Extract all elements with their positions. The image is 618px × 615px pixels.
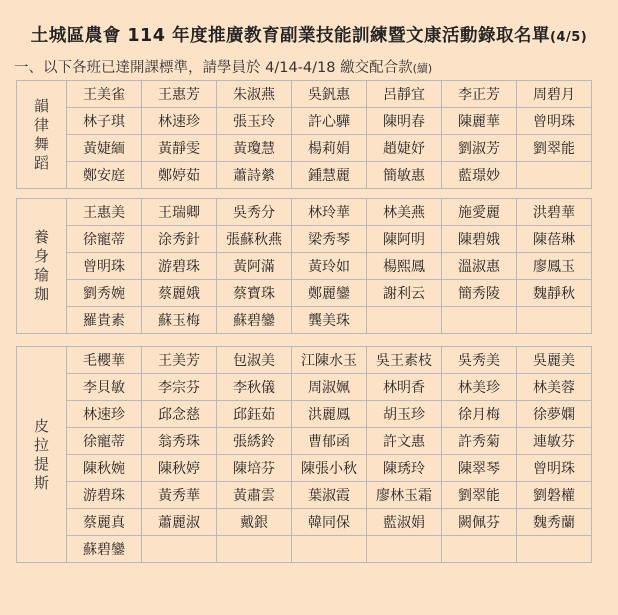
trainee-name-cell: 溫淑惠	[442, 253, 517, 280]
trainee-name-cell: 洪麗鳳	[292, 401, 367, 428]
table-row	[17, 536, 592, 563]
table-row	[17, 226, 592, 253]
trainee-name-cell: 王瑞卿	[142, 199, 217, 226]
trainee-name-cell: 藍璟妙	[442, 162, 517, 189]
class-name-char: 舞	[33, 134, 49, 153]
trainee-name-cell: 許心驊	[292, 108, 367, 135]
trainee-name-cell: 朱淑燕	[217, 81, 292, 108]
trainee-name-cell: 楊莉娟	[292, 135, 367, 162]
page-title-text: 土城區農會 114 年度推廣教育副業技能訓練暨文康活動錄取名單	[30, 26, 550, 46]
trainee-name-cell: 吳釩惠	[292, 81, 367, 108]
trainee-name-cell: 黃肅雲	[217, 482, 292, 509]
trainee-name-cell: 蕭詩縈	[217, 162, 292, 189]
subtitle-note: (續)	[412, 62, 433, 75]
trainee-name-cell: 陳秋婷	[142, 455, 217, 482]
trainee-name-cell: 蔡麗娥	[142, 280, 217, 307]
trainee-name-cell: 曾明珠	[67, 253, 142, 280]
class-name-char: 皮	[33, 416, 49, 435]
trainee-name-cell: 蘇碧鑾	[217, 307, 292, 334]
trainee-name-cell: 劉淑芳	[442, 135, 517, 162]
table-row	[17, 401, 592, 428]
trainee-name-cell: 呂靜宜	[367, 81, 442, 108]
trainee-name-cell: 陳琇玲	[367, 455, 442, 482]
trainee-name-cell: 趙婕妤	[367, 135, 442, 162]
empty-cell	[292, 536, 367, 563]
trainee-name-cell: 陳培芬	[217, 455, 292, 482]
trainee-name-cell: 陳秋婉	[67, 455, 142, 482]
trainee-name-cell: 李貝敏	[67, 374, 142, 401]
table-row	[17, 509, 592, 536]
trainee-name-cell: 曹郁函	[292, 428, 367, 455]
class-roster-table	[16, 346, 592, 563]
trainee-name-cell: 劉秀婉	[67, 280, 142, 307]
trainee-name-cell: 梁秀琴	[292, 226, 367, 253]
trainee-name-cell: 黃秀華	[142, 482, 217, 509]
class-name-char: 身	[33, 247, 49, 265]
class-roster-table	[16, 198, 592, 334]
trainee-name-cell: 施愛麗	[442, 199, 517, 226]
trainee-name-cell: 廖鳳玉	[517, 253, 592, 280]
trainee-name-cell: 黃靜雯	[142, 135, 217, 162]
trainee-name-cell: 張綉鈴	[217, 428, 292, 455]
trainee-name-cell: 黃瓊慧	[217, 135, 292, 162]
trainee-name-cell: 林美燕	[367, 199, 442, 226]
trainee-name-cell: 黃婕緬	[67, 135, 142, 162]
trainee-name-cell: 曾明珠	[517, 108, 592, 135]
trainee-name-cell: 毛櫻華	[67, 347, 142, 374]
trainee-name-cell: 藍淑娟	[367, 509, 442, 536]
trainee-name-cell: 林速珍	[142, 108, 217, 135]
trainee-name-cell: 王惠芳	[142, 81, 217, 108]
trainee-name-cell: 陳明春	[367, 108, 442, 135]
empty-cell	[367, 307, 442, 334]
trainee-name-cell: 吳秀分	[217, 199, 292, 226]
trainee-name-cell: 游碧珠	[142, 253, 217, 280]
trainee-name-cell: 戴銀	[217, 509, 292, 536]
class-name-char: 養	[33, 228, 49, 246]
table-row	[17, 199, 592, 226]
trainee-name-cell: 陳蓓琳	[517, 226, 592, 253]
trainee-name-cell: 龔美珠	[292, 307, 367, 334]
trainee-name-cell: 李正芳	[442, 81, 517, 108]
class-name-label	[17, 347, 67, 563]
trainee-name-cell: 徐寵蒂	[67, 428, 142, 455]
trainee-name-cell: 胡玉珍	[367, 401, 442, 428]
trainee-name-cell: 劉磐權	[517, 482, 592, 509]
trainee-name-cell: 林子琪	[67, 108, 142, 135]
trainee-name-cell: 江陳水玉	[292, 347, 367, 374]
trainee-name-cell: 徐夢嫻	[517, 401, 592, 428]
trainee-name-cell: 李秋儀	[217, 374, 292, 401]
trainee-name-cell: 包淑美	[217, 347, 292, 374]
trainee-name-cell: 徐寵蒂	[67, 226, 142, 253]
trainee-name-cell: 蘇碧鑾	[67, 536, 142, 563]
table-row	[17, 108, 592, 135]
trainee-name-cell: 徐月梅	[442, 401, 517, 428]
trainee-name-cell: 張蘇秋燕	[217, 226, 292, 253]
trainee-name-cell: 王惠美	[67, 199, 142, 226]
trainee-name-cell: 林速珍	[67, 401, 142, 428]
trainee-name-cell: 張玉玲	[217, 108, 292, 135]
page-title	[0, 22, 618, 47]
empty-cell	[142, 536, 217, 563]
trainee-name-cell: 鄭麗鑾	[292, 280, 367, 307]
table-row	[17, 135, 592, 162]
class-name-char: 斯	[33, 473, 49, 492]
trainee-name-cell: 魏靜秋	[517, 280, 592, 307]
trainee-name-cell: 黃玲如	[292, 253, 367, 280]
table-row	[17, 455, 592, 482]
trainee-name-cell: 陳麗華	[442, 108, 517, 135]
trainee-name-cell: 周碧月	[517, 81, 592, 108]
trainee-name-cell: 鄭安庭	[67, 162, 142, 189]
trainee-name-cell: 廖林玉霜	[367, 482, 442, 509]
trainee-name-cell: 鍾慧麗	[292, 162, 367, 189]
class-name-char: 拉	[33, 435, 49, 454]
trainee-name-cell: 羅貴素	[67, 307, 142, 334]
empty-cell	[217, 536, 292, 563]
trainee-name-cell: 游碧珠	[67, 482, 142, 509]
table-row	[17, 81, 592, 108]
page-number: (4/5)	[549, 30, 588, 45]
class-name-char: 珈	[33, 285, 49, 303]
trainee-name-cell: 邱念慈	[142, 401, 217, 428]
trainee-name-cell: 涂秀針	[142, 226, 217, 253]
trainee-name-cell: 葉淑霞	[292, 482, 367, 509]
trainee-name-cell: 陳張小秋	[292, 455, 367, 482]
trainee-name-cell: 劉翠能	[442, 482, 517, 509]
trainee-name-cell: 連敏芬	[517, 428, 592, 455]
trainee-name-cell: 曾明珠	[517, 455, 592, 482]
empty-cell	[442, 536, 517, 563]
trainee-name-cell: 王美芳	[142, 347, 217, 374]
class-name-char: 韻	[33, 96, 49, 115]
class-name-label	[17, 81, 67, 189]
trainee-name-cell: 翁秀珠	[142, 428, 217, 455]
table-row	[17, 253, 592, 280]
table-row	[17, 347, 592, 374]
trainee-name-cell: 蕭麗淑	[142, 509, 217, 536]
empty-cell	[367, 536, 442, 563]
empty-cell	[517, 307, 592, 334]
trainee-name-cell: 陳碧娥	[442, 226, 517, 253]
table-row	[17, 162, 592, 189]
trainee-name-cell: 劉翠能	[517, 135, 592, 162]
trainee-name-cell: 簡敏惠	[367, 162, 442, 189]
trainee-name-cell: 吳麗美	[517, 347, 592, 374]
class-name-label	[17, 199, 67, 334]
class-name-char: 瑜	[33, 266, 49, 284]
empty-cell	[517, 536, 592, 563]
trainee-name-cell: 吳王素枝	[367, 347, 442, 374]
trainee-name-cell: 蔡麗真	[67, 509, 142, 536]
table-row	[17, 307, 592, 334]
table-row	[17, 374, 592, 401]
trainee-name-cell: 陳翠琴	[442, 455, 517, 482]
trainee-name-cell: 邱鈺茹	[217, 401, 292, 428]
trainee-name-cell: 洪碧華	[517, 199, 592, 226]
table-row	[17, 482, 592, 509]
table-row	[17, 280, 592, 307]
trainee-name-cell: 黃阿滿	[217, 253, 292, 280]
trainee-name-cell: 韓同保	[292, 509, 367, 536]
trainee-name-cell: 陳阿明	[367, 226, 442, 253]
trainee-name-cell: 許秀菊	[442, 428, 517, 455]
trainee-name-cell: 李宗芬	[142, 374, 217, 401]
trainee-name-cell: 闕佩芬	[442, 509, 517, 536]
class-name-char: 蹈	[33, 153, 49, 172]
trainee-name-cell: 楊熙鳳	[367, 253, 442, 280]
trainee-name-cell: 蔡寶珠	[217, 280, 292, 307]
trainee-name-cell: 簡秀陵	[442, 280, 517, 307]
table-row	[17, 428, 592, 455]
trainee-name-cell: 吳秀美	[442, 347, 517, 374]
subtitle-text: 一、以下各班已達開課標準，請學員於 4/14-4/18 繳交配合款	[14, 60, 413, 76]
page-subtitle	[14, 56, 432, 77]
trainee-name-cell: 鄭婷茹	[142, 162, 217, 189]
trainee-name-cell: 許文惠	[367, 428, 442, 455]
trainee-name-cell: 林明香	[367, 374, 442, 401]
class-name-char: 提	[33, 454, 49, 473]
trainee-name-cell: 王美雀	[67, 81, 142, 108]
trainee-name-cell: 蘇玉梅	[142, 307, 217, 334]
trainee-name-cell: 周淑姵	[292, 374, 367, 401]
trainee-name-cell: 林美蓉	[517, 374, 592, 401]
empty-cell	[442, 307, 517, 334]
trainee-name-cell: 謝利云	[367, 280, 442, 307]
trainee-name-cell: 林美珍	[442, 374, 517, 401]
trainee-name-cell: 林玲華	[292, 199, 367, 226]
trainee-name-cell: 魏秀蘭	[517, 509, 592, 536]
class-roster-table	[16, 80, 592, 189]
empty-cell	[517, 162, 592, 189]
class-name-char: 律	[33, 115, 49, 134]
